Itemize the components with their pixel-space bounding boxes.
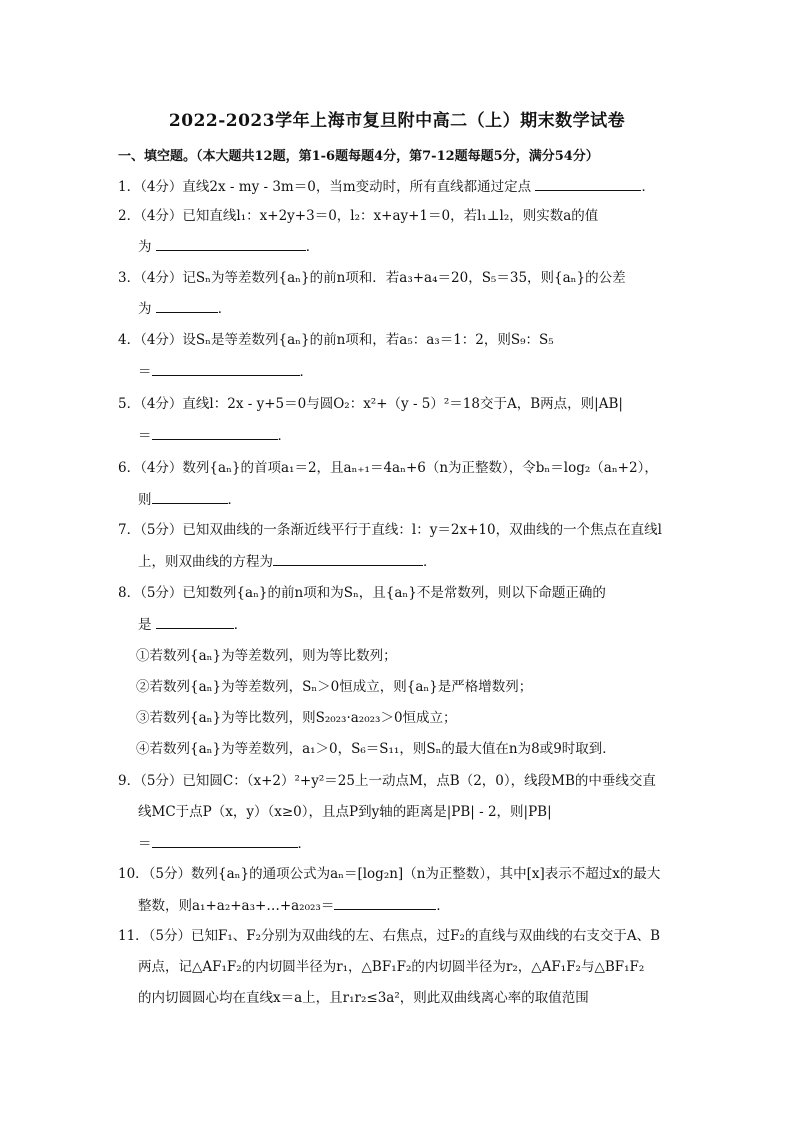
option-4: ④若数列{aₙ}为等差数列，a₁＞0，S₆＝S₁₁，则Sₙ的最大值在n为8或9时取到． bbox=[136, 741, 616, 757]
question-7: 7．（5分）已知双曲线的一条渐近线平行于直线：l：y＝2x+10，双曲线的一个焦点在直线l bbox=[118, 522, 662, 538]
question-6-cont: 则 ． bbox=[138, 489, 698, 510]
question-6: 6．（4分）数列{aₙ}的首项a₁＝2，且aₙ₊₁＝4aₙ+6（n为正整数），令bₙ＝log₂（aₙ+2）， bbox=[118, 460, 658, 476]
answer-blank[interactable] bbox=[535, 176, 641, 191]
question-10-cont: 整数，则a₁+a₂+a₃+…+a₂₀₂₃＝ ． bbox=[138, 895, 698, 916]
question-5: 5．（4分）直线l：2x - y+5＝0与圆O₂：x²+（y - 5）²＝18交于A，B两点，则|AB| bbox=[118, 396, 623, 412]
answer-blank[interactable] bbox=[152, 489, 228, 504]
option-3: ③若数列{aₙ}为等比数列，则S₂₀₂₃·a₂₀₂₃＞0恒成立； bbox=[136, 710, 457, 726]
answer-blank[interactable] bbox=[273, 551, 423, 566]
question-7-cont: 上，则双曲线的方程为 ． bbox=[138, 551, 698, 572]
question-11-cont2: 的内切圆圆心均在直线x＝a上，且r₁r₂≤3a²，则此双曲线离心率的取值范围 bbox=[138, 990, 589, 1006]
question-4: 4．（4分）设Sₙ是等差数列{aₙ}的前n项和，若a₅：a₃＝1：2，则S₉：S₅ bbox=[118, 332, 554, 348]
question-11-cont: 两点，记△AF₁F₂的内切圆半径为r₁，△BF₁F₂的内切圆半径为r₂，△AF₁F₂与△BF₁F₂ bbox=[138, 959, 645, 975]
question-5-cont: ＝ ． bbox=[138, 425, 698, 446]
section-heading: 一、填空题。（本大题共12题，第1-6题每题4分，第7-12题每题5分，满分54分） bbox=[118, 149, 599, 164]
page-title: 2022-2023学年上海市复旦附中高二（上）期末数学试卷 bbox=[168, 111, 626, 131]
option-2: ②若数列{aₙ}为等差数列，Sₙ＞0恒成立，则{aₙ}是严格增数列； bbox=[136, 679, 533, 695]
answer-blank[interactable] bbox=[156, 298, 218, 313]
question-2: 2．（4分）已知直线l₁：x+2y+3＝0，l₂：x+ay+1＝0，若l₁⊥l₂，则实数a的值 bbox=[118, 208, 599, 224]
question-4-cont: ＝ ． bbox=[138, 361, 698, 382]
question-8: 8．（5分）已知数列{aₙ}的前n项和为Sₙ，且{aₙ}不是常数列，则以下命题正确的 bbox=[118, 585, 606, 601]
question-9: 9．（5分）已知圆C：（x+2）²+y²＝25上一动点M，点B（2，0），线段MB的中垂线交直 bbox=[118, 773, 656, 789]
answer-blank[interactable] bbox=[152, 425, 278, 440]
option-1: ①若数列{aₙ}为等差数列，则为等比数列； bbox=[136, 648, 397, 664]
question-1: 1．（4分）直线2x - my - 3m＝0，当m变动时，所有直线都通过定点 ． bbox=[118, 176, 678, 197]
answer-blank[interactable] bbox=[156, 236, 306, 251]
answer-blank[interactable] bbox=[334, 895, 436, 910]
answer-blank[interactable] bbox=[152, 361, 300, 376]
question-9-cont2: ＝ ． bbox=[138, 833, 698, 854]
question-9-cont: 线MC于点P（x，y）（x≥0），且点P到y轴的距离是|PB| - 2，则|PB| bbox=[138, 804, 552, 820]
question-10: 10．（5分）数列{aₙ}的通项公式为aₙ＝[log₂n]（n为正整数），其中[x]表示不超过x的最大 bbox=[118, 866, 661, 882]
question-3-cont: 为 ． bbox=[138, 298, 698, 319]
question-8-cont: 是 ． bbox=[138, 614, 698, 635]
question-2-cont: 为 ． bbox=[138, 236, 698, 257]
answer-blank[interactable] bbox=[156, 614, 234, 629]
question-3: 3．（4分）记Sₙ为等差数列{aₙ}的前n项和．若a₃+a₄＝20，S₅＝35，则{aₙ}的公差 bbox=[118, 270, 626, 286]
answer-blank[interactable] bbox=[152, 833, 298, 848]
question-11: 11．（5分）已知F₁、F₂分别为双曲线的左、右焦点，过F₂的直线与双曲线的右支交于A、B bbox=[118, 928, 661, 944]
